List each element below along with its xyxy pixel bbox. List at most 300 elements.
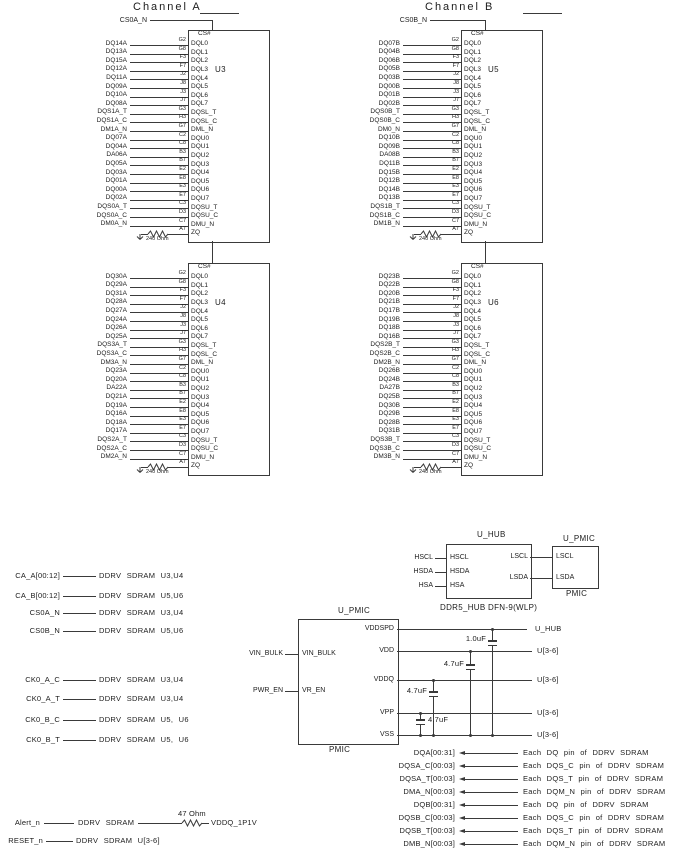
- port-label: DQU5: [464, 410, 483, 418]
- net-label: HSCL: [414, 554, 433, 561]
- signal-net-label: DQS3B_C: [369, 444, 400, 452]
- signal-net-label: DQ19A: [105, 401, 127, 409]
- pin-number-label: A7: [452, 226, 459, 233]
- pin-number-label: F3: [452, 54, 459, 61]
- pin-number-label: G8: [178, 278, 186, 285]
- capacitor-value-label: 4.7uF: [443, 659, 464, 668]
- port-label: DQL5: [464, 316, 481, 324]
- junction-dot: [419, 734, 422, 737]
- bus-net-label: DMB_N[00:03]: [403, 839, 455, 848]
- cap-rail-wire: [492, 646, 493, 735]
- pin-number-label: C2: [451, 364, 459, 371]
- pin-number-label: E7: [179, 191, 186, 198]
- net-destination-label: DDRV SDRAM U3,U4: [99, 675, 184, 684]
- hub-pmic-pin-label: LSDA: [556, 574, 575, 581]
- net-label: RESET_n: [8, 836, 43, 845]
- port-label: DQU0: [464, 367, 483, 375]
- pin-number-label: J3: [453, 321, 459, 328]
- capacitor-icon: [429, 696, 438, 698]
- net-wire: [46, 841, 73, 842]
- signal-net-label: DQ23B: [378, 272, 400, 280]
- port-label: DQU5: [191, 410, 210, 418]
- pin-number-label: F7: [452, 295, 459, 302]
- port-label: DQU0: [191, 367, 210, 375]
- net-label: PWR_EN: [253, 687, 283, 694]
- signal-net-label: DQ15B: [378, 168, 400, 176]
- signal-net-label: DQ00B: [378, 82, 400, 90]
- net-wire: [530, 557, 552, 558]
- chip-ref-label: U4: [215, 297, 226, 307]
- pin-number-label: J8: [180, 80, 186, 86]
- rail-destination-label: U[3-6]: [537, 646, 559, 655]
- port-label: DQL5: [191, 316, 208, 324]
- signal-net-label: DQ12A: [105, 65, 127, 73]
- junction-dot: [491, 734, 494, 737]
- pin-number-label: H3: [178, 114, 186, 121]
- bus-description-label: Each DQM_N pin of DDRV SDRAM: [523, 787, 666, 796]
- port-label: DQU5: [191, 177, 210, 185]
- port-label: DQL0: [191, 273, 208, 281]
- rail-destination-label: U[3-6]: [537, 675, 559, 684]
- signal-net-label: DQ08A: [105, 99, 127, 107]
- cs-stub-wire: [212, 20, 213, 30]
- signal-net-label: DQS3A_C: [96, 349, 127, 357]
- signal-net-label: DQ11B: [379, 159, 400, 167]
- port-label: DQU7: [191, 428, 210, 435]
- net-wire: [63, 720, 96, 721]
- port-label: ZQ: [464, 462, 474, 470]
- capacitor-icon: [466, 669, 475, 671]
- signal-net-label: DQ27A: [105, 306, 127, 314]
- pin-number-label: F7: [179, 62, 186, 69]
- signal-net-label: DQS2B_C: [369, 349, 400, 357]
- port-label: DQL2: [464, 290, 481, 298]
- signal-net-label: DQ22B: [378, 281, 400, 289]
- signal-net-label: DM2B_N: [373, 358, 400, 366]
- pin-number-label: C2: [178, 131, 186, 138]
- pin-number-label: E2: [179, 399, 186, 405]
- port-label: DQL5: [191, 83, 208, 91]
- pin-number-label: E2: [452, 399, 459, 405]
- pin-number-label: F3: [452, 287, 459, 294]
- pin-number-label: A7: [179, 226, 186, 233]
- port-label: DQL3: [191, 299, 208, 306]
- signal-net-label: DQ24B: [378, 375, 400, 383]
- pin-number-label: G8: [451, 45, 459, 52]
- signal-net-label: DQ00A: [105, 185, 127, 193]
- port-label: DQU6: [191, 419, 210, 427]
- pin-number-label: G2: [178, 270, 186, 276]
- port-label: ZQ: [464, 229, 474, 237]
- capacitor-value-label: 4.7uF: [428, 715, 449, 724]
- zq-wire: [168, 234, 188, 235]
- signal-net-label: DA06A: [106, 151, 127, 159]
- pin-number-label: B7: [179, 390, 186, 397]
- net-wire: [63, 596, 96, 597]
- cs-wire: [150, 20, 212, 21]
- port-label: DQU3: [191, 393, 210, 401]
- net-wire: [465, 792, 518, 793]
- pin-number-label: J2: [180, 304, 186, 311]
- pin-number-label: E7: [452, 191, 459, 198]
- signal-net-label: DQ04B: [378, 48, 400, 56]
- port-label: DQU0: [464, 134, 483, 142]
- pin-number-label: E3: [452, 416, 459, 423]
- pin-number-label: H3: [451, 114, 459, 121]
- signal-net-label: DQ13B: [378, 194, 400, 202]
- signal-net-label: DQ18A: [105, 418, 127, 426]
- net-wire: [465, 831, 518, 832]
- pin-number-label: J8: [453, 313, 459, 319]
- signal-net-label: DQ09A: [105, 82, 127, 90]
- port-label: DQL2: [191, 57, 208, 65]
- chip-cs-pin-label: CS#: [198, 30, 211, 37]
- ground-arrow-icon: [409, 467, 417, 474]
- chip-ref-label: U5: [488, 64, 499, 74]
- port-label: DQL7: [464, 333, 481, 341]
- pin-number-label: C3: [178, 433, 186, 440]
- signal-net-label: DQ24A: [105, 315, 127, 323]
- chip-cs-pin-label: CS#: [471, 263, 484, 270]
- pin-number-label: G8: [178, 45, 186, 52]
- channel-title: Channel A: [133, 1, 202, 13]
- signal-net-label: DQ30B: [378, 401, 400, 409]
- port-label: DQSU_T: [464, 436, 491, 444]
- net-wire: [202, 823, 209, 824]
- port-label: DQSU_C: [464, 445, 492, 453]
- net-label: CS0A_N: [29, 608, 60, 617]
- signal-net-label: DQ19B: [378, 315, 400, 323]
- pin-number-label: J3: [180, 88, 186, 95]
- net-wire: [138, 823, 182, 824]
- net-wire: [285, 654, 298, 655]
- pin-number-label: D3: [178, 442, 186, 448]
- rail-wire: [397, 651, 532, 652]
- signal-net-label: DQ28A: [105, 298, 127, 306]
- pin-number-label: J2: [453, 304, 459, 311]
- signal-net-label: DQS0B_C: [369, 116, 400, 124]
- signal-net-label: DQ01B: [378, 91, 400, 99]
- net-destination-label: DDRV SDRAM U3,U4: [99, 694, 184, 703]
- pin-number-label: G7: [451, 356, 459, 362]
- port-label: DQSL_T: [464, 342, 490, 349]
- net-label: CA_B[00:12]: [15, 591, 60, 600]
- signal-net-label: DQ05B: [378, 65, 400, 73]
- pin-number-label: A7: [179, 459, 186, 466]
- port-label: DQU1: [464, 376, 483, 384]
- pin-number-label: B3: [452, 148, 459, 155]
- port-label: DQU3: [191, 160, 210, 168]
- port-label: DML_N: [464, 359, 487, 367]
- port-label: DQL1: [191, 281, 208, 289]
- resistor-icon: [182, 819, 202, 827]
- bus-description-label: Each DQS_C pin of DDRV SDRAM: [523, 761, 665, 770]
- net-label: CS0B_N: [29, 626, 60, 635]
- signal-net-label: DQ31A: [105, 289, 127, 297]
- net-wire: [63, 576, 96, 577]
- signal-net-label: DM1A_N: [100, 125, 127, 133]
- title-underline: [523, 13, 562, 14]
- port-label: DQSU_T: [464, 203, 491, 211]
- net-wire: [63, 631, 96, 632]
- net-label: CK0_B_T: [26, 735, 60, 744]
- bus-net-label: DQSA_C[00:03]: [398, 761, 455, 770]
- pin-number-label: B3: [452, 381, 459, 388]
- hub-pin-label: HSDA: [450, 568, 470, 575]
- chip-cs-pin-label: CS#: [198, 263, 211, 270]
- signal-net-label: DQ13A: [105, 48, 127, 56]
- net-wire: [465, 766, 518, 767]
- pin-number-label: E3: [452, 183, 459, 190]
- net-wire: [435, 586, 446, 587]
- port-label: DQU2: [464, 385, 483, 392]
- port-label: DQU1: [191, 143, 210, 151]
- signal-net-label: DQ05A: [105, 159, 127, 167]
- pmic-pin-label: VDD: [379, 647, 394, 654]
- net-label: CK0_A_T: [26, 694, 60, 703]
- signal-net-label: DQ18B: [378, 324, 400, 332]
- hub-pin-label: LSDA: [509, 574, 528, 581]
- port-label: DQL0: [464, 273, 481, 281]
- port-label: DQU1: [191, 376, 210, 384]
- port-label: DML_N: [464, 126, 487, 134]
- port-label: DQL4: [191, 74, 208, 82]
- port-label: ZQ: [191, 462, 201, 470]
- junction-dot: [469, 650, 472, 653]
- bus-description-label: Each DQ pin of DDRV SDRAM: [523, 748, 649, 757]
- signal-net-label: DQ26A: [105, 324, 127, 332]
- signal-net-label: DQ25B: [378, 392, 400, 400]
- power-rail-label: VDDQ_1P1V: [211, 818, 257, 827]
- pin-number-label: A7: [452, 459, 459, 466]
- net-wire: [285, 691, 298, 692]
- port-label: DQU2: [191, 152, 210, 159]
- capacitor-value-label: 4.7uF: [406, 686, 427, 695]
- channel-title: Channel B: [425, 1, 495, 13]
- net-wire: [63, 740, 96, 741]
- net-wire: [63, 613, 96, 614]
- ground-arrow-icon: [136, 234, 144, 241]
- net-destination-label: DDRV SDRAM U[3-6]: [76, 836, 160, 845]
- pin-number-label: G2: [451, 270, 459, 276]
- pin-number-label: F7: [452, 62, 459, 69]
- bus-net-label: DMA_N[00:03]: [403, 787, 455, 796]
- pin-number-label: J7: [453, 97, 459, 104]
- chip-cs-pin-label: CS#: [471, 30, 484, 37]
- cs-wire: [430, 20, 485, 21]
- pin-number-label: J7: [180, 330, 186, 337]
- chip-ref-label: U3: [215, 64, 226, 74]
- hub-pmic-caption: PMIC: [566, 589, 588, 598]
- pin-number-label: F3: [179, 54, 186, 61]
- pin-number-label: C8: [451, 373, 459, 380]
- pmic-caption: PMIC: [329, 745, 351, 754]
- port-label: DQSL_C: [191, 117, 218, 125]
- signal-net-label: DQS1A_C: [96, 116, 127, 124]
- cap-rail-wire: [433, 680, 434, 691]
- capacitor-icon: [416, 724, 425, 726]
- port-label: DQSL_T: [191, 342, 217, 349]
- bus-net-label: DQA[00:31]: [413, 748, 455, 757]
- pmic-pin-label: VIN_BULK: [302, 650, 336, 657]
- net-label: HSDA: [413, 568, 433, 575]
- ground-arrow-icon: [136, 467, 144, 474]
- pin-number-label: J3: [453, 88, 459, 95]
- cap-rail-wire: [470, 670, 471, 735]
- signal-net-label: DQ10A: [105, 91, 127, 99]
- chip-ref-label: U6: [488, 297, 499, 307]
- capacitor-icon: [429, 691, 438, 693]
- port-label: DQU6: [464, 419, 483, 427]
- junction-dot: [491, 628, 494, 631]
- signal-net-label: DQ30A: [105, 272, 127, 280]
- net-wire: [465, 818, 518, 819]
- net-wire: [44, 823, 74, 824]
- port-label: DMU_N: [191, 220, 215, 228]
- signal-net-label: DQ29B: [378, 410, 400, 418]
- capacitor-icon: [466, 664, 475, 666]
- resistor-value-label: 240 Ohm: [419, 235, 442, 242]
- signal-net-label: DM0A_N: [100, 220, 127, 228]
- pin-number-label: C3: [178, 200, 186, 207]
- capacitor-icon: [416, 719, 425, 721]
- port-label: DQU7: [464, 428, 483, 435]
- signal-net-label: DQ11A: [106, 73, 127, 81]
- hub-pin-label: LSCL: [510, 553, 528, 560]
- capacitor-icon: [488, 645, 497, 647]
- port-label: DQU6: [464, 186, 483, 194]
- net-destination-label: DDRV SDRAM U3,U4: [99, 571, 184, 580]
- pin-number-label: B7: [179, 157, 186, 164]
- port-label: DQU5: [464, 177, 483, 185]
- signal-net-label: DM3B_N: [373, 453, 400, 461]
- port-label: DQL2: [464, 57, 481, 65]
- pin-number-label: G2: [451, 37, 459, 43]
- port-label: DQU1: [464, 143, 483, 151]
- bus-description-label: Each DQ pin of DDRV SDRAM: [523, 800, 649, 809]
- pin-number-label: G3: [178, 338, 186, 345]
- signal-net-label: DQ03B: [378, 73, 400, 81]
- pin-number-label: B3: [179, 148, 186, 155]
- pin-number-label: D3: [451, 442, 459, 448]
- port-label: DMU_N: [464, 220, 488, 228]
- pmic-pin-label: VDDQ: [373, 676, 394, 683]
- hub-pmic-box: [552, 546, 599, 589]
- signal-net-label: DQ03A: [105, 168, 127, 176]
- rail-destination-label: U[3-6]: [537, 708, 559, 717]
- pin-number-label: D3: [451, 209, 459, 215]
- net-label: HSA: [418, 582, 433, 589]
- hub-caption: DDR5_HUB DFN-9(WLP): [440, 603, 538, 612]
- port-label: DQL7: [191, 100, 208, 108]
- signal-net-label: DQ06B: [378, 56, 400, 64]
- hub-pmic-title: U_PMIC: [563, 534, 596, 543]
- signal-net-label: DQ09B: [378, 142, 400, 150]
- pin-number-label: E2: [179, 166, 186, 172]
- junction-dot: [432, 679, 435, 682]
- port-label: DQL7: [464, 100, 481, 108]
- signal-net-label: DQ21A: [105, 392, 127, 400]
- ground-arrow-icon: [409, 234, 417, 241]
- bus-net-label: DQSB_C[00:03]: [398, 813, 455, 822]
- pin-number-label: G3: [451, 338, 459, 345]
- signal-net-label: DQ16A: [105, 410, 127, 418]
- signal-net-label: DQ28B: [378, 418, 400, 426]
- signal-net-label: DQS1B_T: [370, 202, 400, 210]
- net-destination-label: DDRV SDRAM U3,U4: [99, 608, 184, 617]
- rail-destination-label: U_HUB: [535, 624, 562, 633]
- signal-net-label: DM1B_N: [373, 220, 400, 228]
- net-label: CK0_B_C: [25, 715, 60, 724]
- rail-wire: [397, 713, 532, 714]
- signal-net-label: DQ14A: [105, 39, 127, 47]
- net-wire: [465, 844, 518, 845]
- port-label: DMU_N: [191, 453, 215, 461]
- port-label: DQL4: [191, 307, 208, 315]
- port-label: DQSL_T: [464, 109, 490, 116]
- port-label: DQU4: [191, 402, 210, 410]
- resistor-value-label: 240 Ohm: [146, 235, 169, 242]
- port-label: DQU4: [191, 169, 210, 177]
- net-wire: [435, 572, 446, 573]
- signal-net-label: DQ15A: [105, 56, 127, 64]
- pin-number-label: E7: [452, 424, 459, 431]
- pmic-pin-label: VPP: [379, 709, 394, 716]
- cs-chain-wire: [485, 241, 486, 263]
- port-label: DQL7: [191, 333, 208, 341]
- bus-net-label: DQSA_T[00:03]: [399, 774, 455, 783]
- pin-number-label: C2: [451, 131, 459, 138]
- pin-number-label: E8: [452, 174, 459, 181]
- pin-number-label: H3: [451, 347, 459, 354]
- net-label: VIN_BULK: [249, 650, 283, 657]
- net-wire: [465, 805, 518, 806]
- port-label: DQL3: [464, 299, 481, 306]
- cs-net-label: CS0A_N: [119, 16, 147, 24]
- port-label: DQL1: [464, 281, 481, 289]
- port-label: DQSL_T: [191, 109, 217, 116]
- pin-number-label: J2: [180, 71, 186, 78]
- signal-net-label: DQ25A: [105, 332, 127, 340]
- port-label: DQSL_C: [191, 350, 218, 358]
- pin-number-label: J8: [180, 313, 186, 319]
- signal-net-label: DQS3A_T: [97, 341, 127, 349]
- capacitor-icon: [488, 640, 497, 642]
- signal-net-label: DM0_N: [377, 125, 400, 133]
- pmic-title: U_PMIC: [338, 606, 371, 615]
- pin-number-label: F3: [179, 287, 186, 294]
- pin-number-label: G3: [451, 105, 459, 112]
- pin-number-label: G2: [178, 37, 186, 43]
- rail-destination-label: U[3-6]: [537, 730, 559, 739]
- net-destination-label: DDRV SDRAM U5, U6: [99, 735, 189, 744]
- port-label: ZQ: [191, 229, 201, 237]
- signal-net-label: DQ21B: [378, 298, 400, 306]
- pin-number-label: J8: [453, 80, 459, 86]
- port-label: DQU3: [464, 160, 483, 168]
- port-label: DQU6: [191, 186, 210, 194]
- signal-net-label: DQ07B: [378, 39, 400, 47]
- pin-number-label: B7: [452, 390, 459, 397]
- pin-number-label: F7: [179, 295, 186, 302]
- pin-number-label: C7: [451, 217, 459, 224]
- signal-net-label: DQS2A_C: [96, 444, 127, 452]
- signal-net-label: DQS3B_T: [370, 435, 400, 443]
- pin-number-label: H3: [178, 347, 186, 354]
- net-wire: [530, 578, 552, 579]
- signal-net-label: DQ02A: [105, 194, 127, 202]
- zq-wire: [441, 467, 461, 468]
